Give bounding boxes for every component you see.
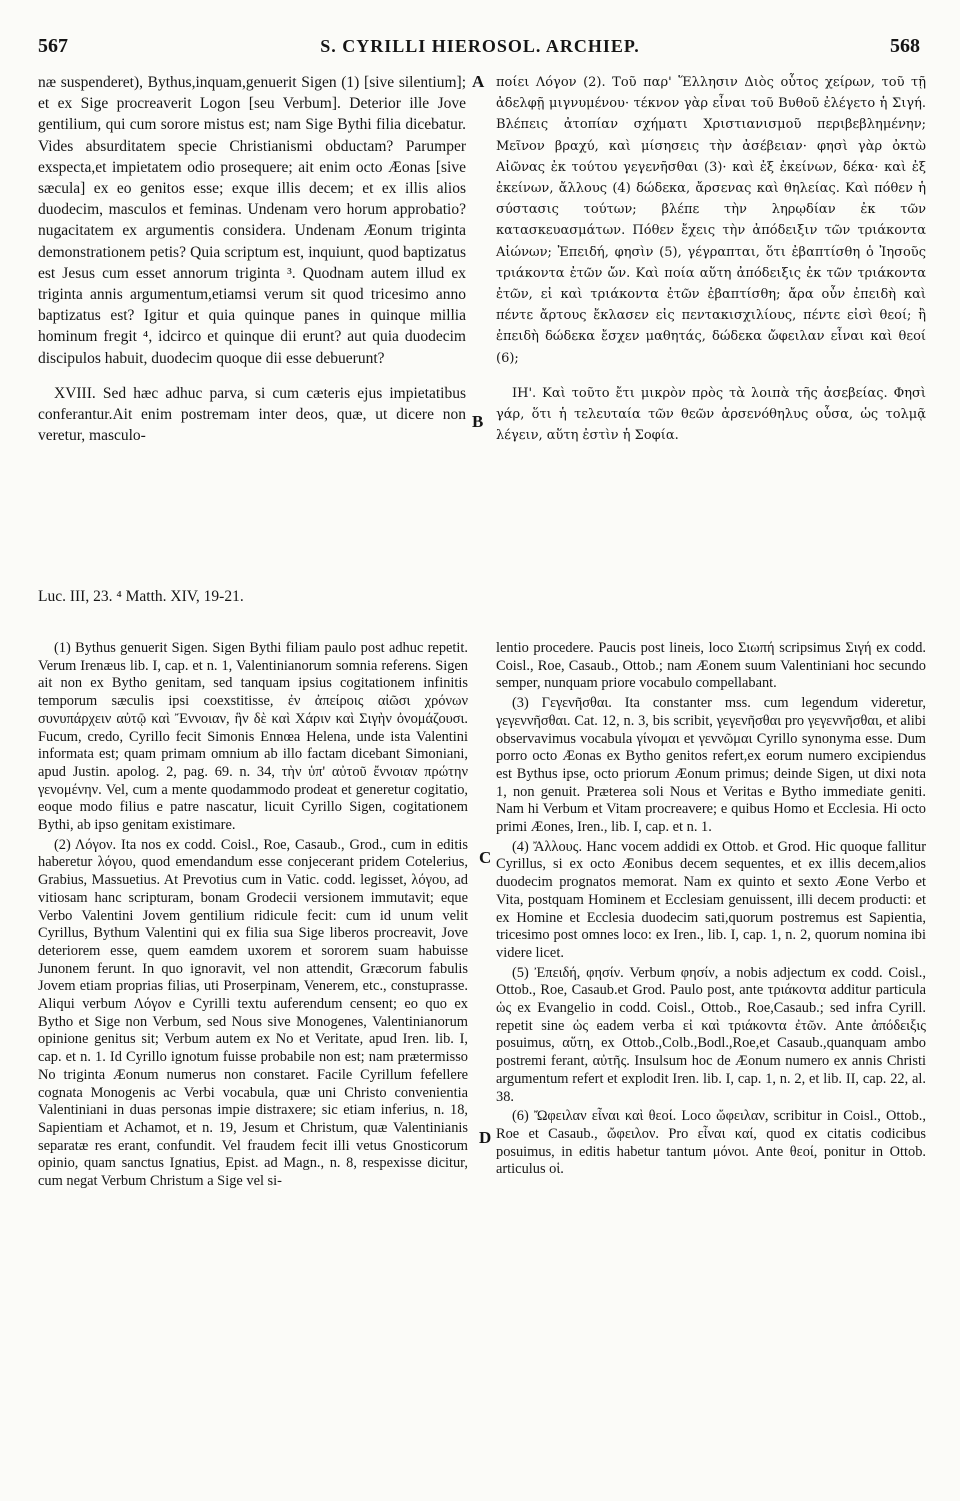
margin-marker-c: C <box>479 848 492 867</box>
footnote: lentio procedere. Paucis post lineis, loco Σιωπή scripsimus Σιγή ex codd. Coisl., Roe, Casaub., Ottob.; nam Æonem suum Valentiniani hoc secundo semper, nunquam priore vocabulo compellabant. <box>496 640 926 692</box>
footnote: (1) Bythus genuerit Sigen. Sigen Bythi filiam paulo post adhuc repetit. Verum Irenæus lib. I, cap. et n. 1, Valentinianorum somnia referens. Sigen ait non ex Bytho genitam, sed tanquam ipsius cogitationem infinitis temporum sæculis ipsi coexstitisse, ἐν ἀπείροις αἰῶσι χρόνων συνυπάρχειν αὐτῷ καὶ Ἔννοιαν, ἣν δὲ καὶ Χάριν καὶ Σιγὴν ὀνομάζουσι. Fucum, credo, Cyrillo fecit Simonis Ennœa Helena, unde ista Valentini informata est; quam primam omnium ab illo factam dicebant Simoniani, apud Justin. apolog. 2, pag. 69. n. 34, τὴν ὑπ' αὐτοῦ ἔννοιαν πρώτην γενομένην. Vel, cum a mente quodammodo prodeat et generetur cogitatio, eoque modo filius e patre nascatur, licuit Cyrillo Sigen, cogitationem Bythi, ab ipso genitam existimare. <box>38 640 468 834</box>
scripture-references: Luc. III, 23. ⁴ Matth. XIV, 19-21. <box>38 588 244 605</box>
footnotes-left-column <box>38 640 468 1193</box>
footnote: (3) Γεγενῆσθαι. Ita constanter mss. cum legendum videretur, γεγεννῆσθαι. Cat. 12, n. 3, bis scribit, γεγενῆσθαι pro γεγεννῆσθαι, et alibi observavimus vocabula γίνομαι et γεννῶμαι Cyrillo synonyma esse. Dum porro octo Æonas ex Bytho genitos refert,ex eorum numero excipiendus est Bythus ipse, octo priorum Æonum primus; deinde Sigen, ut dixi nota 1, non genuit. Præterea soli Nous et Veritas e Bytho immediate geniti. Nam hi Verbum et Vitam procreavere; e quibus Homo et Ecclesia. Hi octo primi Æones, Iren., lib. I, cap. et n. 1. <box>496 695 926 836</box>
page-number-left: 567 <box>38 35 68 57</box>
greek-text-column <box>496 72 926 446</box>
margin-marker-d: D <box>479 1128 492 1147</box>
footnote: (4) Ἄλλους. Hanc vocem addidi ex Ottob. et Grod. Hic quoque fallitur Cyrillus, si ex octo Æonibus decem sequentes, et ex illis decem,alios duodecim prognatos memorat. Nam ex quinto et sexto Æone Verbo et Vita, postquam Hominem et Ecclesiam genuissent, illi decem producti: et ex Homine et Ecclesia duodecim sati,quorum postremus est Sapientia, tricesimo post omnes loco: ex Iren., lib. I, cap. 1, n. 2, quorum nomina ibi videre licet. <box>496 838 926 961</box>
latin-paragraph: XVIII. Sed hæc adhuc parva, si cum cæteris ejus impietatibus conferantur.Ait enim postremam inter deos, quæ, ut dicere non veretur, masculo- <box>38 384 466 445</box>
page-number-right: 568 <box>890 35 920 57</box>
footnote: (2) Λόγον. Ita nos ex codd. Coisl., Roe, Casaub., Grod., cum in editis haberetur λόγου, quod emendandum esse conjecerant pridem Cotelerius, Grabius, Massuetius. At Prevotius cum in Vatic. codd. legisset, λόγου, ad vitiosam hanc scripturam, bonam Grodecii versionem immutavit; eque Verbo Valentini Jovem gentilium ridicule fecit: cum id unum velit Cyrillus, Bythum Valentini qui ex filia sua Sige liberos procreavit, Jove deteriorem esse, quem eamdem uxorem et sororem suam habuisse Junonem ferunt. In quo ignoravit, vel non attendit, Græcorum fabulis Jovem etiam proprias filias, uti Proserpinam, Venerem, etc., constuprasse. Aliqui verbum Λόγον e Cyrilli textu auferendum censent; eo quo ex Bytho et Sige non Verbum, sed Nous sive Monogenes, Valentinianorum opinione genitus sit; Verbum autem ex No et Veritate, apud Iren. lib. I, cap. et n. 1. Id Cyrillo ignotum fuisse probabile non est; nam prætermisso No triginta Æonum numerus non constaret. Facile Cyrillum fefellere cognata Monogenis ac Verbi vocabula, quæ uni Christo convenientia Valentiniani in duas personas impie distraxere; sic etiam inferius, n. 18, Sapientiam et Achamot, et n. 19, Jesum et Christum, quæ Valentinianis separatæ res erant, confundit. Vel fraudem fecit illi vetus Gnosticorum opinio, quam sanctus Ignatius, Epist. ad Magn., n. 8, respexisse dicitur, cum negat Verbum Christum a Sige vel si- <box>38 836 468 1190</box>
running-head: S. CYRILLI HIEROSOL. ARCHIEP. <box>320 36 640 56</box>
latin-text-column <box>38 72 466 446</box>
margin-marker-a: A <box>472 72 485 91</box>
footnote: (5) Ἐπειδή, φησίν. Verbum φησίν, a nobis adjectum ex codd. Coisl., Ottob., Roe, Casaub.et Grod. Paulo post, ante τριάκοντα additur particula ὡς ex Evangelio in codd. Coisl., Ottob., Roe,Casaub.; sed infra Cyrill. repetit sine ὡς eadem verba εἰ καὶ τριάκοντα ἐτῶν. Ante ἀπόδειξις posuimus, αὕτη, ex Ottob.,Colb.,Bodl.,Roe,et Casaub.,quanquam ambo postremi ferant, αὐτῆς. Insulsum hoc de Æonum numero ex annis Christi argumentum refert et explodit Iren. lib. I, cap. 1, n. 2, et lib. II, cap. 22, al. 38. <box>496 964 926 1105</box>
footnotes-right-column <box>496 640 926 1181</box>
greek-paragraph: ΙΗ'. Καὶ τοῦτο ἔτι μικρὸν πρὸς τὰ λοιπὰ τῆς ἀσεβείας. Φησὶ γάρ, ὅτι ἡ τελευταία τῶν θεῶν ἀρσενόθηλυς οὖσα, ὡς τολμᾷ λέγειν, αὕτη ἐστὶν ἡ Σοφία. <box>496 385 926 444</box>
greek-paragraph: ποίει Λόγον (2). Τοῦ παρ' Ἕλλησιν Διὸς οὗτος χείρων, τοῦ τῇ ἀδελφῇ μιγνυμένου· τέκνον γὰρ εἶναι τοῦ Βυθοῦ ἐλέγετο ἡ Σιγή. Βλέπεις ἀτοπίαν σχήματι Χριστιανισμοῦ περιβεβλημένην; Μεῖνον βραχύ, καὶ μίσησεις τὴν ἀσέβειαν· φησὶ γὰρ ὀκτὼ Αἰῶνας ἐκ τούτου γεγενῆσθαι (3)· καὶ ἐξ ἐκείνων, δέκα· καὶ ἐξ ἐκείνων, ἄλλους (4) δώδεκα, ἄρσενας καὶ θηλείας. Καὶ πόθεν ἡ σύστασις τούτων; βλέπε τὴν ληρῳδίαν ἐκ τῶν κατασκευασμάτων. Πόθεν ἔχεις τὴν ἀπόδειξιν τῶν τριάκοντα Αἰώνων; Ἐπειδή, φησὶν (5), γέγραπται, ὅτι ἐβαπτίσθη ὁ Ἰησοῦς τριάκοντα ἐτῶν ὤν. Καὶ ποία αὕτη ἀπόδειξις ἐκ τῶν τριάκοντα ἐτῶν, εἰ καὶ τριάκοντα ἐτῶν ἐβαπτίσθη; ἄρα οὖν ἐπειδὴ καὶ πέντε ἄρτους ἔκλασεν εἰς πεντακισχιλίους, πέντε εἰσὶ θεοί; ἢ ἐπειδὴ δώδεκα ἔσχεν μαθητάς, δώδεκα ὤφειλαν εἶναι καὶ θεοί (6); <box>496 75 926 366</box>
latin-paragraph: næ suspenderet), Bythus,inquam,genuerit Sigen (1) [sive silentium]; et ex Sige procreaverit Logon [seu Verbum]. Deterior ille Jove gentilium, qui cum sorore mistus est; nam Sige Bythi filia dicebatur. Vides absurditatem specie Christianismi obductam? Parumper exspecta,et impietatem odio prosequere; ait enim octo Æonas [sive sæcula] ex eo genitos esse; exque illis decem; et ex illis alios duodecim, masculos et feminas. Undenam vero horum approbatio? nugacitatem ex argumentis considera. Undenam Æonum triginta demonstrationem petis? Quia scriptum est, inquiunt, quod baptizatus est Jesus cum esset annorum triginta ³. Quodnam autem illud ex triginta annis argumentum,etiamsi verum sit quod tricesimo anno baptizatus est? Igitur et quia quinque panes in quinque millia hominum fregit ⁴, idcirco et quinque dii erunt? aut quia duodecim discipulos habuit, duodecim quoque dii esse debuerunt? <box>38 74 466 367</box>
margin-marker-b: B <box>472 412 484 431</box>
footnote: (6) Ὤφειλαν εἶναι καὶ θεοί. Loco ὤφειλαν, scribitur in Coisl., Ottob., Roe et Casaub., ὤφειλον. Pro εἶναι καί, quod ex citatis codicibus posuimus, in editis habetur tantum μόνοι. Ante θεοί, ponitur in Ottob. articulus οἱ. <box>496 1108 926 1178</box>
